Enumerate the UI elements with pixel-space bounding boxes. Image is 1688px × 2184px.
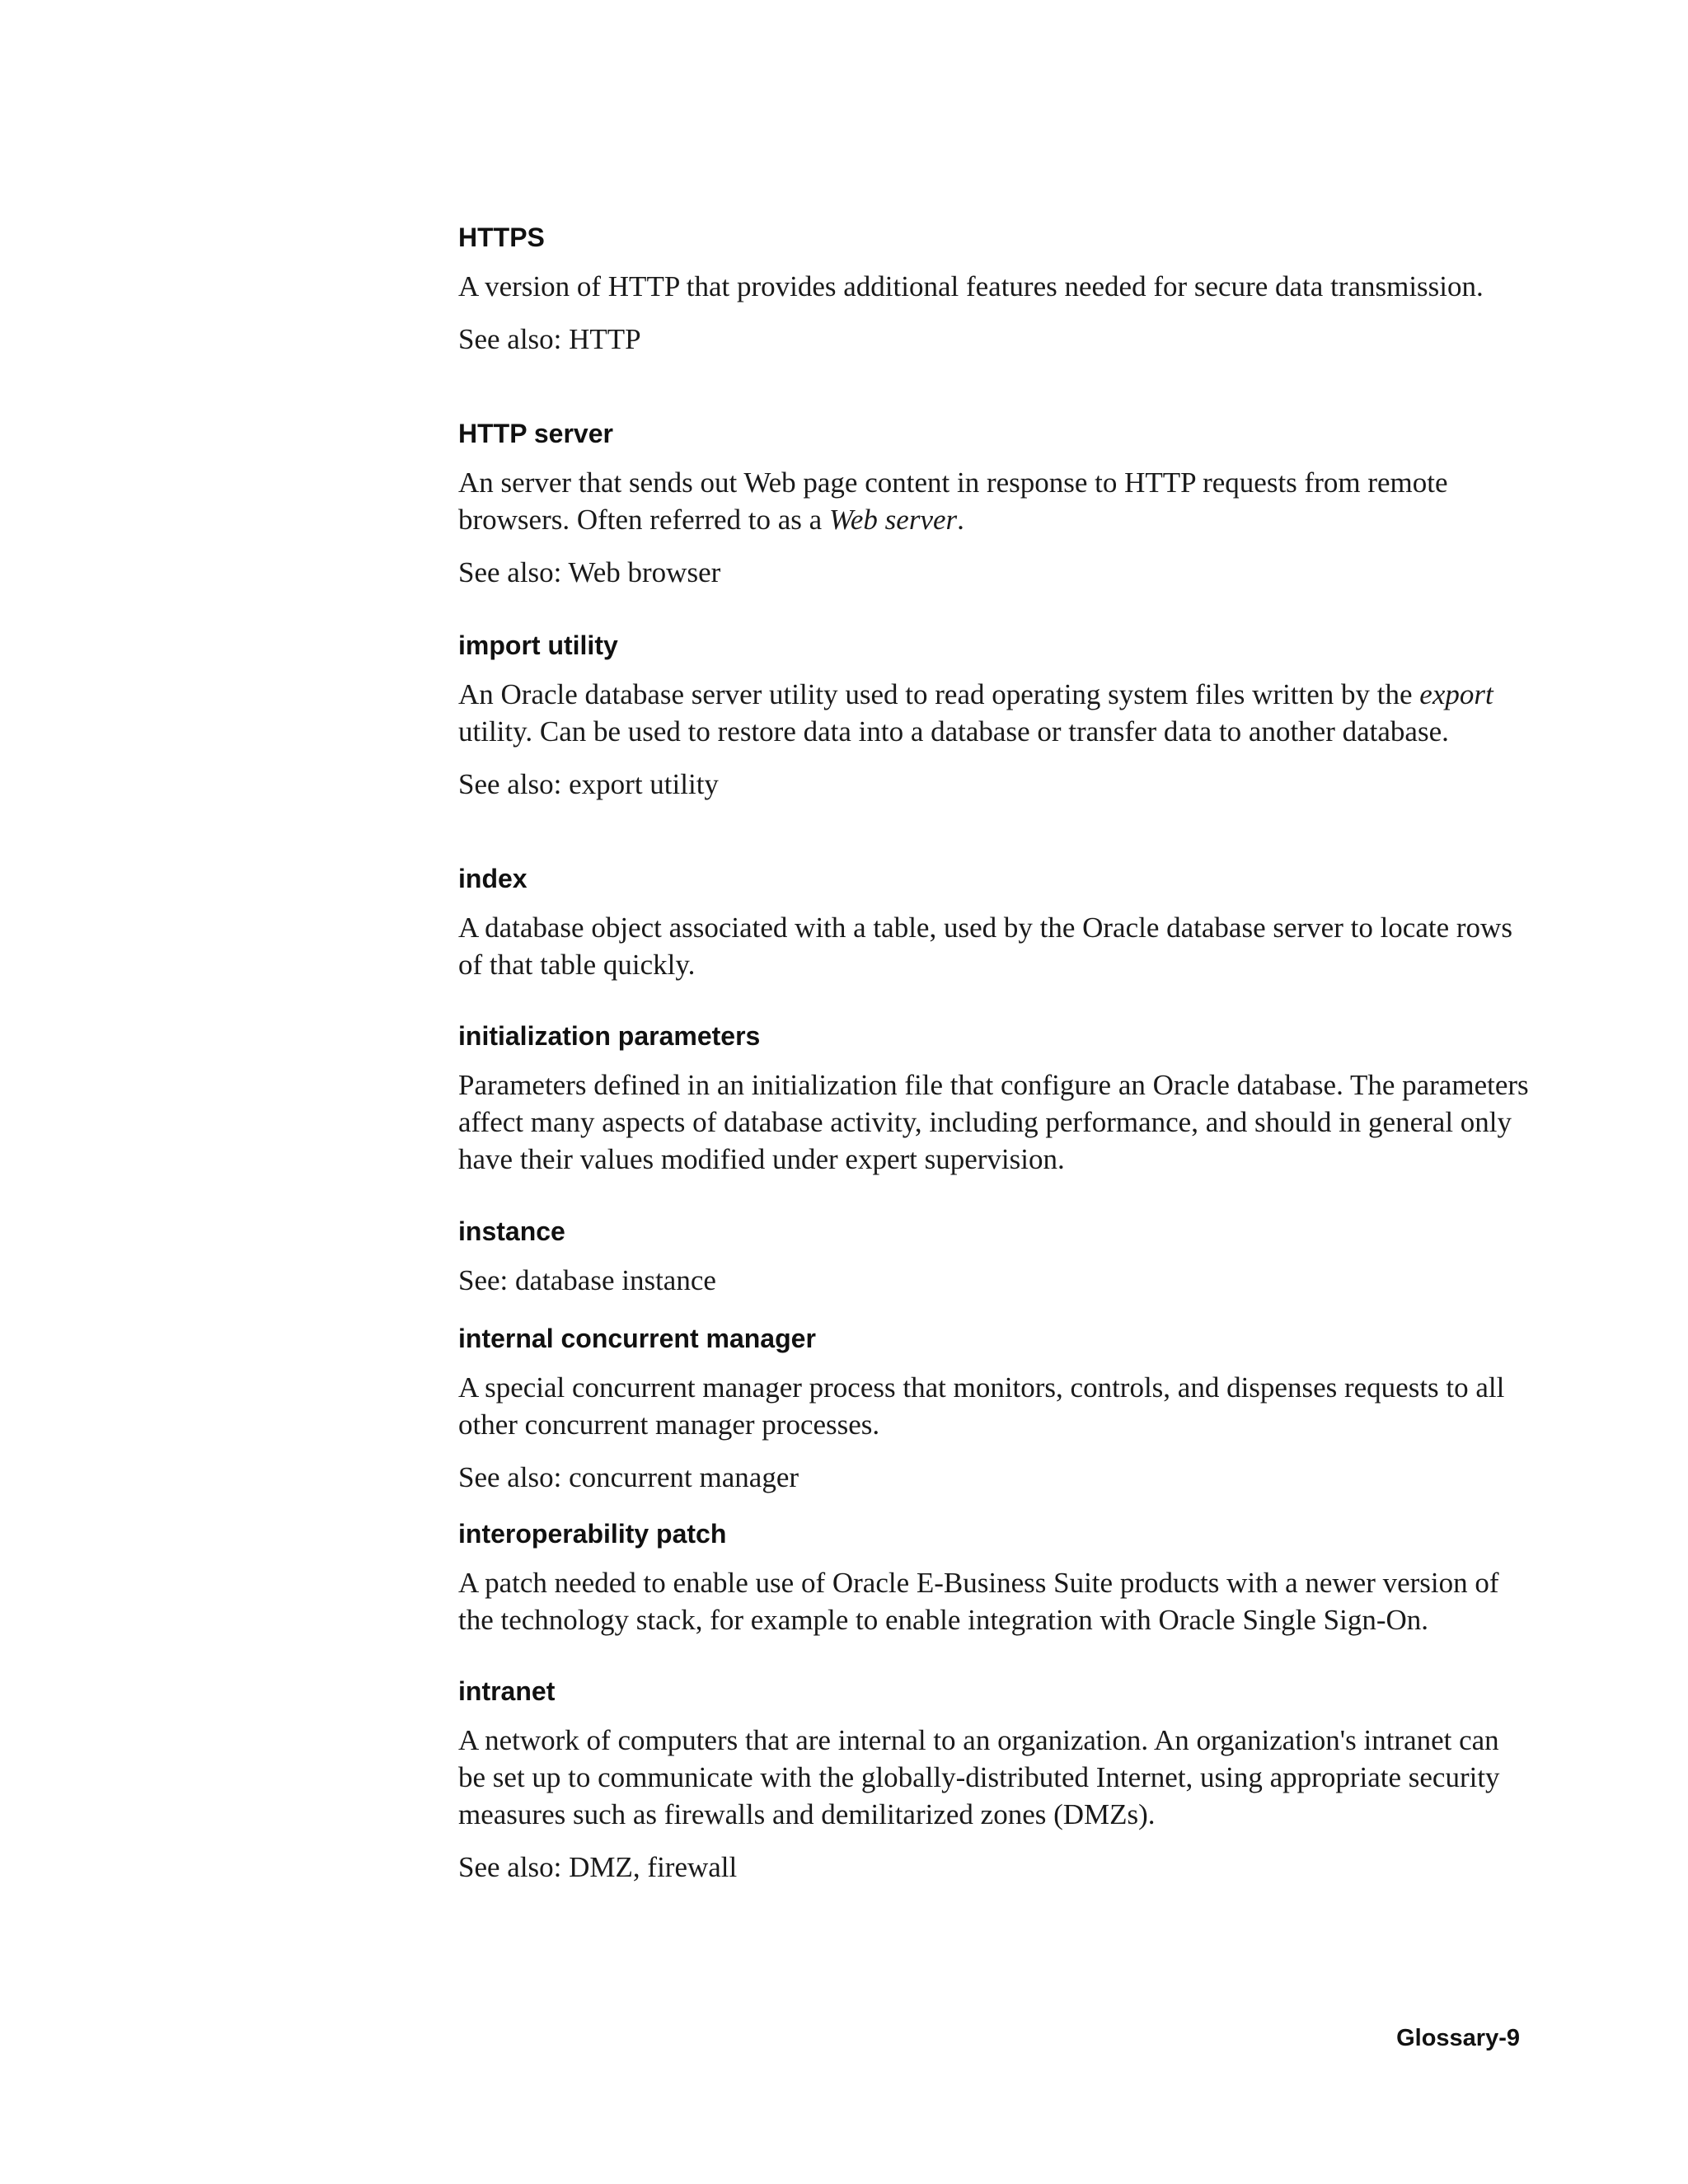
glossary-entry-http-server (458, 417, 1530, 591)
glossary-definition: See: database instance (458, 1264, 716, 1296)
glossary-term: interoperability patch (458, 1519, 727, 1549)
glossary-term: import utility (458, 630, 618, 660)
glossary-definition (458, 464, 1530, 538)
glossary-entry-instance (458, 1215, 1530, 1299)
see-also: See also: HTTP (458, 323, 641, 355)
definition-text: An Oracle database server utility used to read operating system files written by the (458, 678, 1420, 710)
glossary-entry-import-utility (458, 629, 1530, 803)
glossary-term: internal concurrent manager (458, 1324, 816, 1353)
page-number: Glossary-9 (1396, 2025, 1520, 2051)
see-also: See also: export utility (458, 768, 719, 800)
definition-italic-text: export (1419, 678, 1493, 710)
glossary-definition: A version of HTTP that provides additional features needed for secure data transmission. (458, 270, 1484, 302)
glossary-entry-initialization-parameters (458, 1019, 1530, 1178)
glossary-entry-interoperability-patch (458, 1517, 1530, 1638)
glossary-definition: A special concurrent manager process that monitors, controls, and dispenses requests to all other concurrent manager processes. (458, 1371, 1505, 1441)
glossary-definition: A network of computers that are internal to an organization. An organization's intranet can be set up to communicate with the globally-distributed Internet, using appropriate security measures such as firewalls and demilitarized zones (DMZs). (458, 1724, 1500, 1830)
glossary-entry-intranet (458, 1675, 1530, 1886)
glossary-term: HTTP server (458, 419, 613, 448)
glossary-term: intranet (458, 1676, 556, 1706)
definition-italic-text: Web server (828, 504, 958, 536)
glossary-definition: A database object associated with a table, used by the Oracle database server to locate rows of that table quickly. (458, 912, 1512, 981)
definition-text: . (957, 504, 964, 536)
glossary-definition (458, 676, 1530, 750)
glossary-entry-https (458, 221, 1530, 358)
glossary-term: index (458, 864, 528, 893)
glossary-entry-index (458, 862, 1530, 983)
definition-text: An server that sends out Web page content in response to HTTP requests from remote browsers. Often referred to as a (458, 466, 1448, 536)
glossary-term: instance (458, 1216, 565, 1246)
glossary-term: initialization parameters (458, 1021, 761, 1051)
definition-text: utility. Can be used to restore data into a database or transfer data to another database. (458, 715, 1449, 748)
glossary-term: HTTPS (458, 223, 545, 252)
glossary-definition: A patch needed to enable use of Oracle E-Business Suite products with a newer version of the technology stack, for example to enable integration with Oracle Single Sign-On. (458, 1567, 1499, 1636)
glossary-entry-internal-concurrent-manager (458, 1322, 1530, 1496)
see-also: See also: Web browser (458, 556, 721, 588)
see-also: See also: concurrent manager (458, 1461, 799, 1493)
see-also: See also: DMZ, firewall (458, 1851, 738, 1883)
glossary-definition: Parameters defined in an initialization file that configure an Oracle database. The parameters affect many aspects of database activity, including performance, and should in general only have their values modified under expert supervision. (458, 1069, 1529, 1175)
